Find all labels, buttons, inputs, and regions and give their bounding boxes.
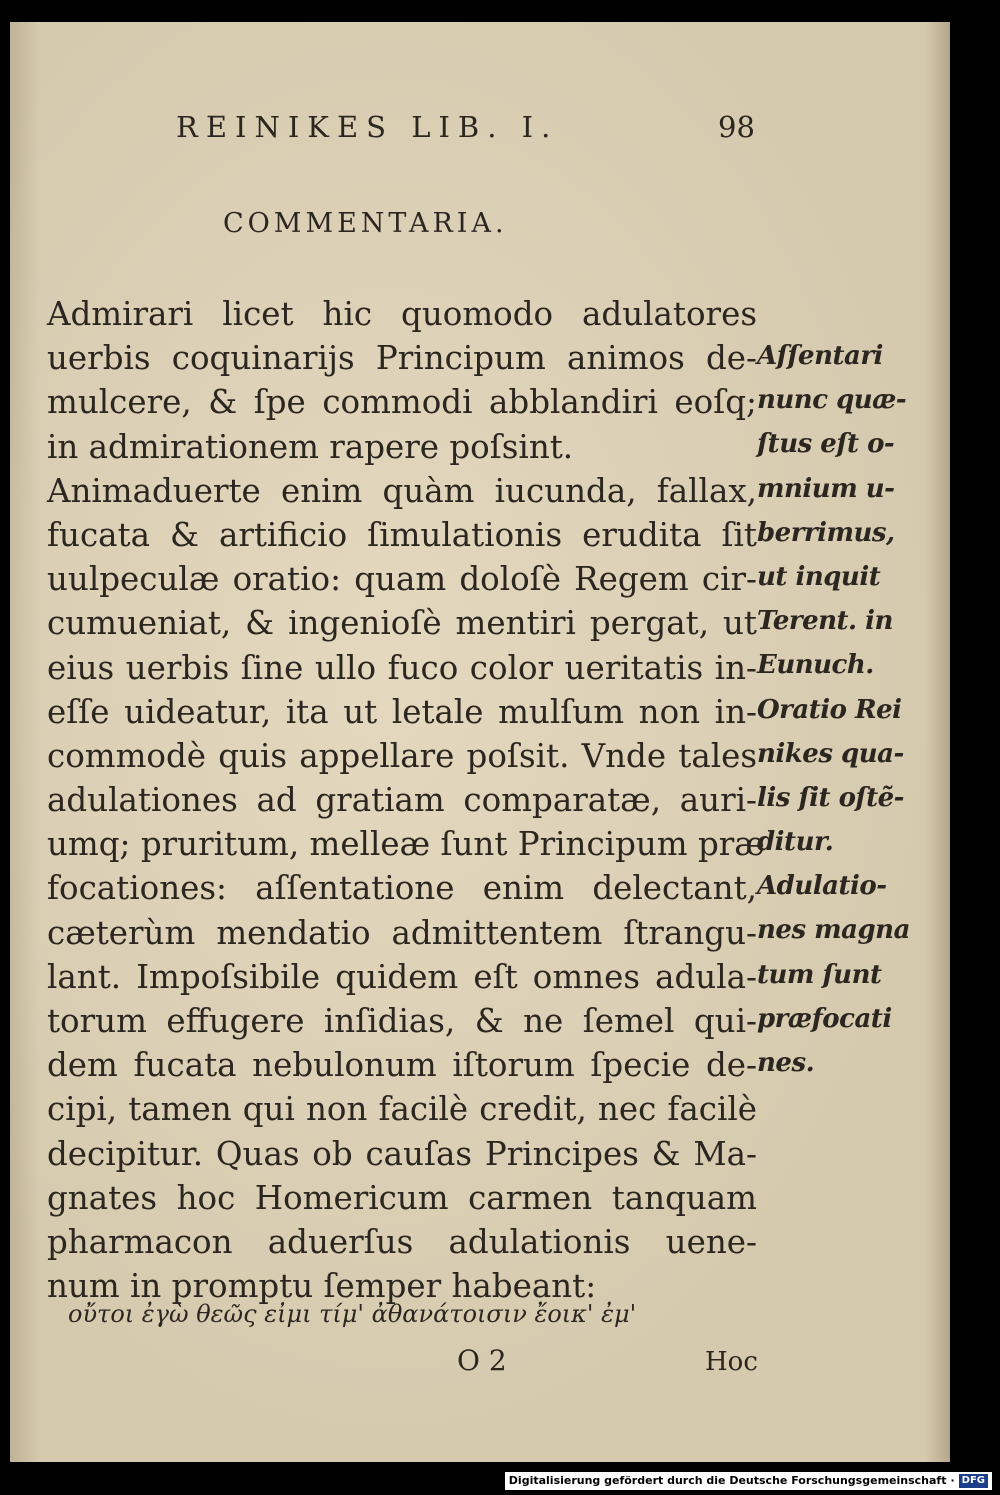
margin-note-line: Terent. in bbox=[757, 606, 893, 637]
margin-note-line: nes magna bbox=[757, 915, 910, 946]
body-line: Animaduerte enim quàm iucunda, fallax, bbox=[47, 471, 757, 510]
margin-note-line: Adulatio- bbox=[757, 871, 887, 902]
body-line: Admirari licet hic quomodo adulatores bbox=[47, 295, 757, 333]
margin-note-line: ſtus eſt o- bbox=[757, 429, 895, 460]
book-page bbox=[10, 22, 950, 1462]
margin-note-line: lis ſit oſtẽ- bbox=[757, 782, 904, 813]
margin-note-line: ut inquit bbox=[757, 561, 881, 592]
signature-mark: O 2 bbox=[457, 1344, 507, 1377]
body-line: adulationes ad gratiam comparatæ, auri- bbox=[47, 781, 757, 820]
body-line: focationes: aſſentatione enim delectant, bbox=[47, 869, 757, 908]
body-line: gnates hoc Homericum carmen tanquam bbox=[47, 1178, 757, 1217]
greek-quotation: οὔτοι ἐγὼ θεῶς εἰμι τίμ' ἀθανάτοισιν ἔοικ' ἐμ' bbox=[68, 1300, 637, 1328]
body-line: num in promptu ſemper habeant: bbox=[47, 1267, 597, 1306]
page-number: 98 bbox=[718, 110, 755, 144]
margin-note-line: berrimus, bbox=[757, 517, 895, 548]
credit-text: Digitalisierung gefördert durch die Deutsche Forschungsgemeinschaft bbox=[508, 1474, 947, 1487]
body-line: uulpeculæ oratio: quam doloſè Regem cir- bbox=[47, 560, 757, 599]
body-text bbox=[47, 292, 765, 1308]
body-line: cumueniat, & ingenioſè mentiri pergat, ut bbox=[47, 604, 757, 643]
catchword: Hoc bbox=[705, 1347, 758, 1377]
body-line: cipi, tamen qui non facilè credit, nec facilè bbox=[47, 1090, 757, 1129]
page-header bbox=[170, 110, 770, 150]
margin-note-line: Oratio Rei bbox=[757, 694, 902, 725]
margin-note-line: mnium u- bbox=[757, 473, 895, 504]
body-line: cæterùm mendatio admittentem ſtrangu- bbox=[47, 913, 757, 952]
margin-note-line: tum ſunt bbox=[757, 959, 882, 990]
body-line: dem fucata nebulonum iſtorum ſpecie de- bbox=[47, 1046, 757, 1085]
body-line: lant. Impoſsibile quidem eſt omnes adula- bbox=[47, 957, 757, 996]
margin-note-line: nes. bbox=[757, 1048, 815, 1078]
body-line: commodè quis appellare poſsit. Vnde tales bbox=[47, 736, 757, 775]
margin-note-line: nikes qua- bbox=[757, 738, 904, 769]
body-line: umq; pruritum, melleæ ſunt Principum præ bbox=[47, 825, 765, 864]
section-title: COMMENTARIA. bbox=[223, 208, 508, 239]
body-line: in admirationem rapere poſsint. bbox=[47, 427, 574, 466]
dfg-logo: DFG bbox=[959, 1474, 988, 1488]
margin-note-line: Aſſentari bbox=[757, 341, 883, 371]
body-line: fucata & artificio ſimulationis erudita ſit bbox=[47, 515, 757, 554]
margin-note-line: ditur. bbox=[757, 827, 834, 858]
body-line: pharmacon aduerſus adulationis uene- bbox=[47, 1222, 757, 1261]
body-line: eius uerbis ſine ullo fuco color ueritatis in- bbox=[47, 648, 757, 687]
running-title: REINIKES LIB. I. bbox=[176, 110, 559, 144]
digitization-credit: Digitalisierung gefördert durch die Deutsche Forschungsgemeinschaft · DFG bbox=[505, 1472, 992, 1490]
margin-notes bbox=[757, 334, 910, 1085]
margin-note-line: nunc quæ- bbox=[757, 385, 907, 416]
body-line: decipitur. Quas ob cauſas Principes & Ma- bbox=[47, 1134, 757, 1173]
margin-note-line: præfocati bbox=[757, 1003, 892, 1034]
body-line: torum effugere inſidias, & ne ſemel qui- bbox=[47, 1002, 757, 1040]
body-line: eſſe uideatur, ita ut letale mulſum non in- bbox=[47, 692, 757, 731]
margin-note-line: Eunuch. bbox=[757, 650, 874, 681]
body-line: mulcere, & ſpe commodi abblandiri eoſq; bbox=[47, 383, 757, 422]
body-line: uerbis coquinarijs Principum animos de- bbox=[47, 339, 757, 378]
